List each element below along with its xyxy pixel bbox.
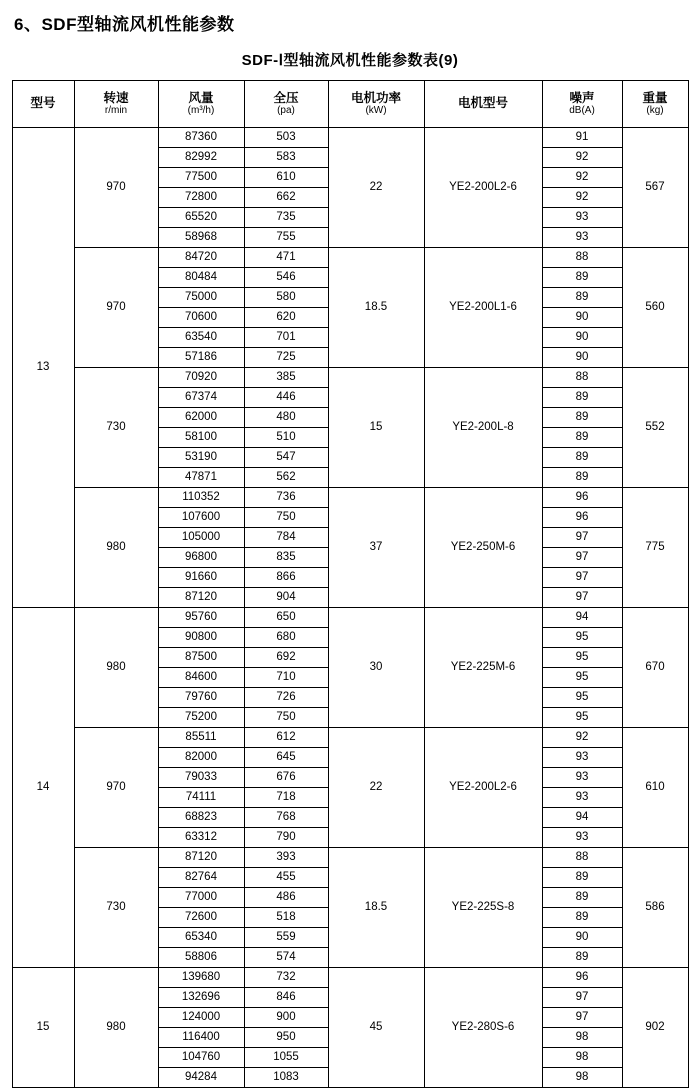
cell-motor-model: YE2-200L1-6	[424, 248, 542, 368]
cell-airflow: 132696	[158, 988, 244, 1008]
column-header-title: 电机功率	[350, 90, 401, 105]
cell-pressure: 583	[244, 148, 328, 168]
cell-speed: 730	[74, 848, 158, 968]
cell-airflow: 91660	[158, 568, 244, 588]
cell-motor-model: YE2-200L2-6	[424, 128, 542, 248]
cell-noise: 98	[542, 1068, 622, 1088]
cell-pressure: 610	[244, 168, 328, 188]
cell-weight: 586	[622, 848, 688, 968]
table-row	[12, 488, 688, 508]
cell-airflow: 124000	[158, 1008, 244, 1028]
cell-noise: 90	[542, 308, 622, 328]
cell-airflow: 84720	[158, 248, 244, 268]
cell-motor-model: YE2-200L2-6	[424, 728, 542, 848]
column-header	[328, 81, 424, 128]
cell-airflow: 87500	[158, 648, 244, 668]
cell-airflow: 65520	[158, 208, 244, 228]
cell-noise: 89	[542, 448, 622, 468]
cell-airflow: 85511	[158, 728, 244, 748]
cell-airflow: 110352	[158, 488, 244, 508]
cell-noise: 90	[542, 328, 622, 348]
cell-noise: 97	[542, 988, 622, 1008]
cell-noise: 94	[542, 608, 622, 628]
column-header-unit: (m³/h)	[187, 105, 215, 117]
cell-noise: 90	[542, 348, 622, 368]
cell-pressure: 480	[244, 408, 328, 428]
cell-noise: 92	[542, 728, 622, 748]
cell-pressure: 784	[244, 528, 328, 548]
cell-noise: 96	[542, 968, 622, 988]
cell-airflow: 74111	[158, 788, 244, 808]
cell-airflow: 65340	[158, 928, 244, 948]
cell-noise: 93	[542, 228, 622, 248]
cell-airflow: 47871	[158, 468, 244, 488]
cell-noise: 97	[542, 1008, 622, 1028]
cell-pressure: 904	[244, 588, 328, 608]
cell-pressure: 503	[244, 128, 328, 148]
cell-pressure: 718	[244, 788, 328, 808]
column-header-title: 重量	[642, 90, 668, 105]
table-body	[12, 128, 688, 1088]
cell-pressure: 750	[244, 508, 328, 528]
cell-airflow: 53190	[158, 448, 244, 468]
cell-airflow: 75200	[158, 708, 244, 728]
cell-noise: 98	[542, 1048, 622, 1068]
column-header-title: 噪声	[569, 90, 595, 105]
cell-airflow: 63312	[158, 828, 244, 848]
column-header-title: 风量	[188, 90, 214, 105]
cell-noise: 95	[542, 688, 622, 708]
cell-airflow: 87360	[158, 128, 244, 148]
cell-pressure: 732	[244, 968, 328, 988]
cell-noise: 94	[542, 808, 622, 828]
column-header	[542, 81, 622, 128]
cell-airflow: 70920	[158, 368, 244, 388]
page-title: 6、SDF型轴流风机性能参数	[14, 15, 235, 34]
cell-airflow: 77000	[158, 888, 244, 908]
column-header-title: 型号	[30, 95, 56, 110]
cell-airflow: 58968	[158, 228, 244, 248]
cell-speed: 730	[74, 368, 158, 488]
column-header-unit: (pa)	[277, 105, 295, 117]
column-header	[244, 81, 328, 128]
cell-pressure: 455	[244, 868, 328, 888]
table-row	[12, 968, 688, 988]
cell-pressure: 510	[244, 428, 328, 448]
cell-airflow: 67374	[158, 388, 244, 408]
cell-noise: 92	[542, 148, 622, 168]
column-header	[158, 81, 244, 128]
cell-noise: 97	[542, 528, 622, 548]
cell-pressure: 471	[244, 248, 328, 268]
cell-noise: 93	[542, 768, 622, 788]
cell-noise: 95	[542, 648, 622, 668]
cell-pressure: 846	[244, 988, 328, 1008]
cell-airflow: 84600	[158, 668, 244, 688]
table-caption: SDF-Ⅰ型轴流风机性能参数表(9)	[241, 52, 459, 69]
cell-speed: 970	[74, 248, 158, 368]
cell-pressure: 486	[244, 888, 328, 908]
cell-noise: 95	[542, 668, 622, 688]
cell-noise: 96	[542, 488, 622, 508]
column-header-title: 电机型号	[457, 95, 508, 110]
cell-airflow: 79760	[158, 688, 244, 708]
cell-pressure: 680	[244, 628, 328, 648]
cell-airflow: 104760	[158, 1048, 244, 1068]
cell-motor-model: YE2-280S-6	[424, 968, 542, 1088]
cell-motor-model: YE2-225M-6	[424, 608, 542, 728]
cell-noise: 93	[542, 208, 622, 228]
cell-speed: 970	[74, 728, 158, 848]
cell-airflow: 82000	[158, 748, 244, 768]
cell-power: 18.5	[328, 248, 424, 368]
cell-airflow: 95760	[158, 608, 244, 628]
cell-airflow: 96800	[158, 548, 244, 568]
cell-airflow: 87120	[158, 848, 244, 868]
cell-pressure: 546	[244, 268, 328, 288]
cell-noise: 92	[542, 168, 622, 188]
table-row	[12, 368, 688, 388]
cell-pressure: 612	[244, 728, 328, 748]
cell-motor-model: YE2-200L-8	[424, 368, 542, 488]
cell-motor-model: YE2-225S-8	[424, 848, 542, 968]
cell-pressure: 676	[244, 768, 328, 788]
cell-airflow: 57186	[158, 348, 244, 368]
cell-motor-model: YE2-250M-6	[424, 488, 542, 608]
cell-pressure: 755	[244, 228, 328, 248]
column-header-unit: r/min	[104, 105, 128, 117]
cell-pressure: 562	[244, 468, 328, 488]
cell-airflow: 62000	[158, 408, 244, 428]
cell-airflow: 82764	[158, 868, 244, 888]
table-row	[12, 128, 688, 148]
cell-airflow: 105000	[158, 528, 244, 548]
cell-noise: 92	[542, 188, 622, 208]
cell-pressure: 726	[244, 688, 328, 708]
cell-airflow: 72600	[158, 908, 244, 928]
column-header-unit: (kg)	[646, 105, 664, 117]
column-header	[424, 81, 542, 128]
cell-model: 15	[12, 968, 74, 1088]
cell-noise: 95	[542, 628, 622, 648]
cell-pressure: 790	[244, 828, 328, 848]
cell-noise: 88	[542, 248, 622, 268]
cell-power: 30	[328, 608, 424, 728]
cell-noise: 97	[542, 548, 622, 568]
cell-power: 37	[328, 488, 424, 608]
cell-noise: 97	[542, 568, 622, 588]
cell-airflow: 58100	[158, 428, 244, 448]
cell-noise: 93	[542, 788, 622, 808]
cell-power: 22	[328, 128, 424, 248]
cell-noise: 89	[542, 268, 622, 288]
cell-pressure: 900	[244, 1008, 328, 1028]
cell-noise: 97	[542, 588, 622, 608]
cell-airflow: 116400	[158, 1028, 244, 1048]
cell-noise: 89	[542, 948, 622, 968]
cell-noise: 93	[542, 828, 622, 848]
cell-noise: 89	[542, 868, 622, 888]
cell-speed: 970	[74, 128, 158, 248]
cell-weight: 902	[622, 968, 688, 1088]
cell-pressure: 725	[244, 348, 328, 368]
cell-pressure: 385	[244, 368, 328, 388]
cell-noise: 89	[542, 468, 622, 488]
cell-pressure: 736	[244, 488, 328, 508]
cell-noise: 90	[542, 928, 622, 948]
cell-noise: 93	[542, 748, 622, 768]
header-row	[12, 81, 688, 128]
cell-pressure: 866	[244, 568, 328, 588]
column-header-title: 全压	[273, 90, 299, 105]
column-header-title: 转速	[103, 90, 129, 105]
cell-pressure: 518	[244, 908, 328, 928]
column-header	[622, 81, 688, 128]
column-header	[12, 81, 74, 128]
cell-airflow: 87120	[158, 588, 244, 608]
cell-noise: 91	[542, 128, 622, 148]
cell-noise: 88	[542, 368, 622, 388]
cell-noise: 88	[542, 848, 622, 868]
cell-weight: 610	[622, 728, 688, 848]
fan-performance-table	[12, 80, 689, 1088]
cell-speed: 980	[74, 608, 158, 728]
cell-airflow: 94284	[158, 1068, 244, 1088]
cell-airflow: 77500	[158, 168, 244, 188]
cell-airflow: 72800	[158, 188, 244, 208]
cell-pressure: 1083	[244, 1068, 328, 1088]
cell-airflow: 90800	[158, 628, 244, 648]
cell-pressure: 950	[244, 1028, 328, 1048]
column-header-unit: dB(A)	[569, 105, 595, 117]
cell-speed: 980	[74, 488, 158, 608]
cell-airflow: 63540	[158, 328, 244, 348]
cell-airflow: 68823	[158, 808, 244, 828]
cell-noise: 89	[542, 888, 622, 908]
cell-noise: 95	[542, 708, 622, 728]
cell-weight: 560	[622, 248, 688, 368]
column-header	[74, 81, 158, 128]
column-header-unit: (kW)	[365, 105, 387, 117]
cell-pressure: 835	[244, 548, 328, 568]
cell-pressure: 645	[244, 748, 328, 768]
cell-airflow: 80484	[158, 268, 244, 288]
cell-noise: 89	[542, 408, 622, 428]
cell-airflow: 139680	[158, 968, 244, 988]
cell-pressure: 559	[244, 928, 328, 948]
cell-weight: 670	[622, 608, 688, 728]
cell-pressure: 650	[244, 608, 328, 628]
cell-pressure: 701	[244, 328, 328, 348]
cell-pressure: 692	[244, 648, 328, 668]
cell-noise: 89	[542, 388, 622, 408]
cell-model: 14	[12, 608, 74, 968]
table-row	[12, 248, 688, 268]
cell-pressure: 1055	[244, 1048, 328, 1068]
cell-pressure: 750	[244, 708, 328, 728]
cell-pressure: 620	[244, 308, 328, 328]
cell-model: 13	[12, 128, 74, 608]
cell-noise: 89	[542, 288, 622, 308]
cell-airflow: 58806	[158, 948, 244, 968]
cell-weight: 567	[622, 128, 688, 248]
cell-airflow: 75000	[158, 288, 244, 308]
table-row	[12, 728, 688, 748]
cell-power: 22	[328, 728, 424, 848]
cell-power: 15	[328, 368, 424, 488]
cell-power: 18.5	[328, 848, 424, 968]
table-row	[12, 608, 688, 628]
cell-noise: 98	[542, 1028, 622, 1048]
table-row	[12, 848, 688, 868]
cell-pressure: 446	[244, 388, 328, 408]
cell-noise: 89	[542, 908, 622, 928]
cell-pressure: 735	[244, 208, 328, 228]
cell-pressure: 710	[244, 668, 328, 688]
cell-speed: 980	[74, 968, 158, 1088]
cell-pressure: 547	[244, 448, 328, 468]
cell-pressure: 768	[244, 808, 328, 828]
cell-power: 45	[328, 968, 424, 1088]
cell-pressure: 580	[244, 288, 328, 308]
table-header	[12, 81, 688, 128]
cell-airflow: 79033	[158, 768, 244, 788]
cell-pressure: 393	[244, 848, 328, 868]
cell-noise: 89	[542, 428, 622, 448]
cell-noise: 96	[542, 508, 622, 528]
cell-weight: 552	[622, 368, 688, 488]
cell-airflow: 70600	[158, 308, 244, 328]
cell-pressure: 662	[244, 188, 328, 208]
cell-airflow: 82992	[158, 148, 244, 168]
cell-pressure: 574	[244, 948, 328, 968]
cell-weight: 775	[622, 488, 688, 608]
cell-airflow: 107600	[158, 508, 244, 528]
